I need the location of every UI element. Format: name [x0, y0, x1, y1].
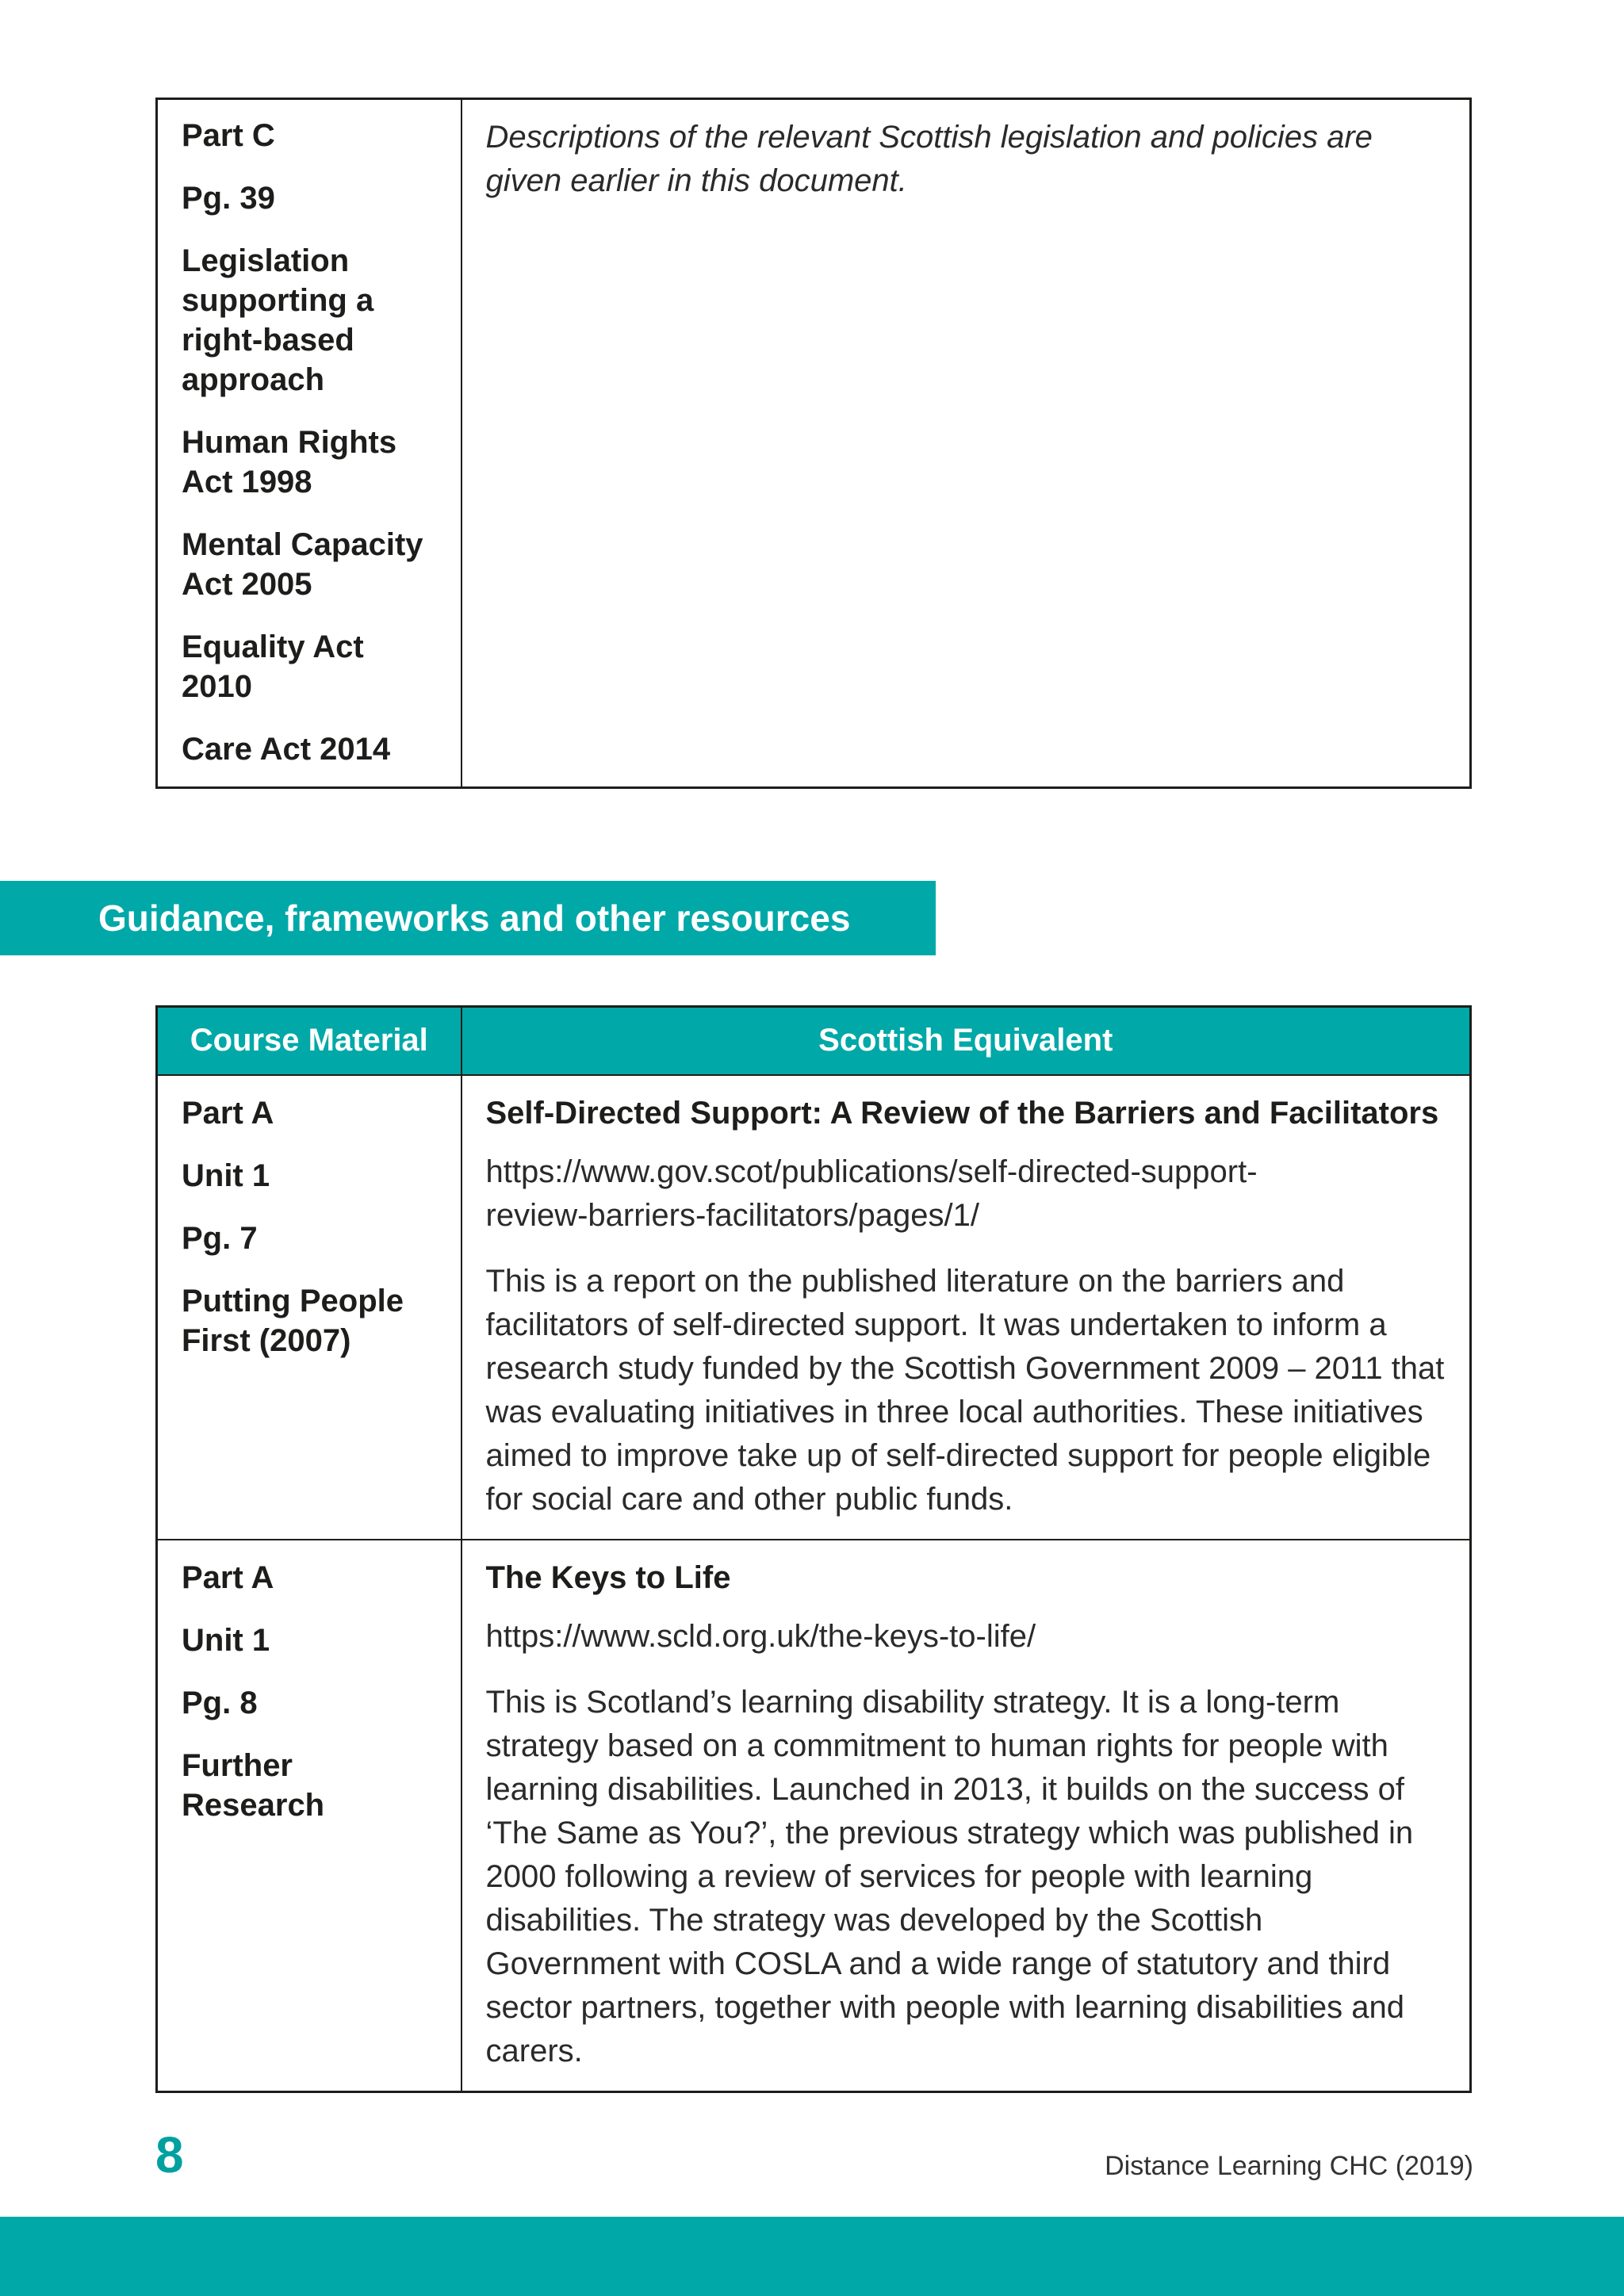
course-material-cell — [157, 99, 462, 788]
scottish-equivalent-cell — [462, 99, 1471, 788]
page-number: 8 — [155, 2126, 184, 2183]
ref-act: Equality Act 2010 — [182, 629, 364, 704]
resource-link[interactable]: https://www.scld.org.uk/the-keys-to-life/ — [485, 1618, 1036, 1654]
ref-act: Care Act 2014 — [182, 732, 391, 767]
ref-page: Pg. 8 — [182, 1685, 258, 1720]
course-material-cell — [157, 1540, 462, 2092]
resource-link[interactable]: https://www.gov.scot/publications/self-directed-support-review-barriers-facilitators/pages/1/ — [485, 1154, 1258, 1233]
resource-description: This is Scotland’s learning disability strategy. It is a long-term strategy based on a commitment to human rights for people with learning disabilities. Launched in 2013, it builds on the success of ‘The Same as You?’, the previous strategy which was published in 2000 following a review of services for people with learning disabilities. The strategy was developed by the Scottish Government with COSLA and a wide range of statutory and third sector partners, together with people with learning disabilities and carers. — [485, 1684, 1414, 2068]
ref-act: Human Rights Act 1998 — [182, 425, 397, 499]
ref-unit: Unit 1 — [182, 1622, 270, 1658]
course-material-cell — [157, 1075, 462, 1540]
column-header-scottish-equivalent: Scottish Equivalent — [462, 1007, 1471, 1075]
resource-description: This is a report on the published literature on the barriers and facilitators of self-directed support. It was undertaken to inform a research study funded by the Scottish Government 2009 – 2011 that was evaluating initiatives in three local authorities. These initiatives aimed to improve take up of self-directed support for people eligible for social care and other public funds. — [485, 1263, 1445, 1517]
ref-page: Pg. 7 — [182, 1220, 258, 1256]
ref-part: Part A — [182, 1095, 274, 1131]
footer-bar — [0, 2217, 1624, 2296]
scottish-equivalent-cell — [462, 1075, 1471, 1540]
scottish-equivalent-cell — [462, 1540, 1471, 2092]
ref-act: Mental Capacity Act 2005 — [182, 527, 423, 602]
resource-title: Self-Directed Support: A Review of the Barriers and Facilitators — [485, 1095, 1439, 1131]
footer-caption: Distance Learning CHC (2019) — [1105, 2151, 1473, 2181]
table-row — [157, 1075, 1471, 1540]
table-row — [157, 1540, 1471, 2092]
table-row — [157, 99, 1471, 788]
legislation-table — [155, 98, 1472, 789]
column-header-course-material: Course Material — [157, 1007, 462, 1075]
ref-topic: Legislation supporting a right-based approach — [182, 243, 374, 397]
ref-unit: Unit 1 — [182, 1158, 270, 1193]
ref-part: Part C — [182, 118, 275, 153]
ref-topic: Putting People First (2007) — [182, 1283, 404, 1358]
resource-title: The Keys to Life — [485, 1559, 731, 1595]
ref-page: Pg. 39 — [182, 181, 275, 216]
ref-part: Part A — [182, 1559, 274, 1595]
resources-table — [155, 1005, 1472, 2093]
table-header-row — [157, 1007, 1471, 1075]
legislation-note: Descriptions of the relevant Scottish legislation and policies are given earlier in this document. — [485, 120, 1373, 198]
ref-topic: Further Research — [182, 1747, 325, 1823]
section-heading: Guidance, frameworks and other resources — [0, 881, 936, 955]
